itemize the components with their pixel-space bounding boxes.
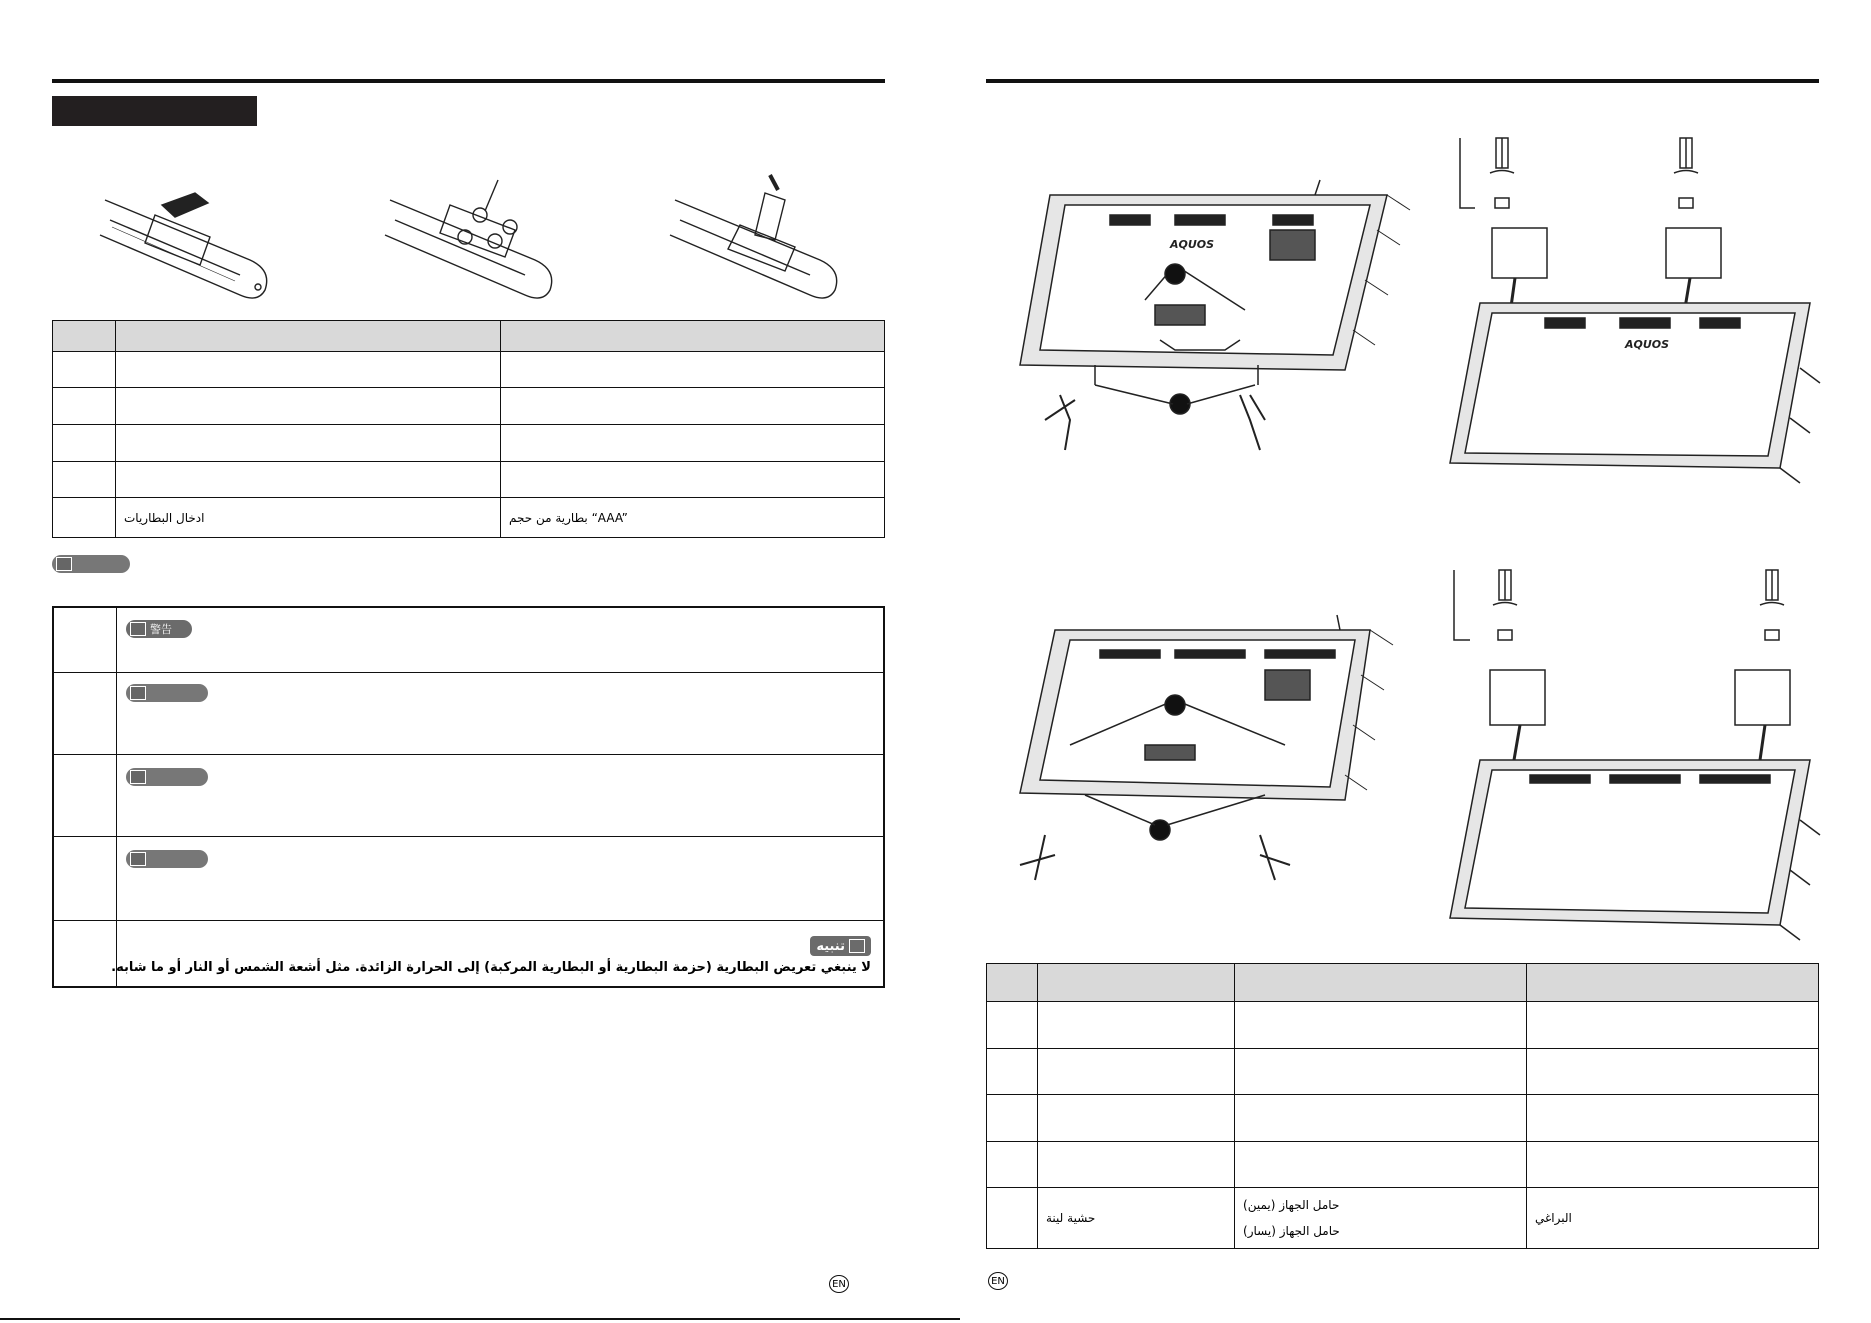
cell-col2 bbox=[1235, 1142, 1527, 1188]
remote-illustration-1 bbox=[100, 175, 280, 305]
right-top-rule bbox=[986, 79, 1819, 83]
tv-logo: AQUOS bbox=[1170, 238, 1215, 251]
row-number bbox=[53, 462, 116, 498]
notes-table bbox=[52, 606, 885, 988]
hand-icon bbox=[130, 770, 146, 784]
table-row bbox=[53, 462, 885, 498]
cell-stands bbox=[1235, 1188, 1527, 1249]
header-cell bbox=[501, 321, 885, 352]
hand-icon bbox=[56, 557, 72, 571]
row-number bbox=[987, 1095, 1038, 1142]
hand-icon bbox=[130, 686, 146, 700]
svg-text:AQUOS: AQUOS bbox=[1625, 338, 1670, 351]
cell-insert-batteries: ادخال البطاريات bbox=[116, 498, 501, 538]
cell-col1 bbox=[1038, 1142, 1235, 1188]
cell-col1 bbox=[1038, 1002, 1235, 1049]
cell-col1 bbox=[116, 388, 501, 425]
caution-heading bbox=[810, 936, 871, 956]
stand-attach-diagram-2 bbox=[1450, 570, 1820, 945]
cell-col3 bbox=[1527, 1142, 1819, 1188]
cell-col2 bbox=[1235, 1049, 1527, 1095]
battery-table bbox=[52, 320, 885, 538]
cell-col3 bbox=[1527, 1002, 1819, 1049]
table-row bbox=[987, 1049, 1819, 1095]
cell-col3 bbox=[1527, 1049, 1819, 1095]
row-number bbox=[987, 1188, 1038, 1249]
row-number bbox=[53, 388, 116, 425]
cell-col3 bbox=[1527, 1095, 1819, 1142]
note-badge bbox=[52, 555, 130, 573]
parts-table bbox=[986, 963, 1819, 1249]
notes-column-divider bbox=[116, 608, 117, 986]
cell-col1 bbox=[116, 462, 501, 498]
cell-col1 bbox=[116, 425, 501, 462]
stand-attach-diagram-1 bbox=[1450, 138, 1820, 508]
warning-badge-label: 警告 bbox=[150, 623, 172, 636]
table-row bbox=[987, 1095, 1819, 1142]
cell-col2 bbox=[1235, 1002, 1527, 1049]
stand-right-label: (يمين) حامل الجهاز bbox=[1243, 1198, 1340, 1212]
page-language-mark: EN bbox=[988, 1272, 1008, 1290]
hand-icon bbox=[849, 939, 865, 953]
stand-left-label: (يسار) حامل الجهاز bbox=[1243, 1224, 1340, 1238]
row-number bbox=[53, 352, 116, 388]
table-row bbox=[53, 498, 885, 538]
cell-col2 bbox=[501, 352, 885, 388]
cell-battery-size: بطارية من حجم “AAA” bbox=[501, 498, 885, 538]
notes-row-divider bbox=[54, 672, 883, 673]
tv-back-diagram-2 bbox=[1015, 615, 1395, 900]
header-cell bbox=[1235, 964, 1527, 1002]
tv-back-diagram-1 bbox=[1015, 180, 1395, 470]
cell-soft-pad: حشية لينة bbox=[1038, 1188, 1235, 1249]
caution-text: لا ينبغي تعريض البطارية (حزمة البطارية أو البطارية المركبة) إلى الحرارة الزائدة. مثل أشعة الشمس أو النار أو ما شابه. bbox=[111, 960, 871, 975]
note-badge bbox=[126, 768, 208, 786]
cell-col1 bbox=[116, 352, 501, 388]
section-title-bar bbox=[52, 96, 257, 126]
bottom-rule bbox=[0, 1318, 960, 1320]
table-row bbox=[53, 425, 885, 462]
header-cell bbox=[116, 321, 501, 352]
cell-col2 bbox=[501, 425, 885, 462]
cell-screws: البراغي bbox=[1527, 1188, 1819, 1249]
hand-icon bbox=[130, 852, 146, 866]
cell-col2 bbox=[501, 388, 885, 425]
cell-col2 bbox=[501, 462, 885, 498]
table-row bbox=[987, 1188, 1819, 1249]
table-header-row bbox=[987, 964, 1819, 1002]
table-header-row bbox=[53, 321, 885, 352]
caution-title: تنبيه bbox=[816, 938, 845, 954]
notes-row-divider bbox=[54, 920, 883, 921]
note-badge bbox=[126, 684, 208, 702]
cell-col1 bbox=[1038, 1095, 1235, 1142]
row-number bbox=[987, 1142, 1038, 1188]
table-row bbox=[987, 1142, 1819, 1188]
row-number bbox=[987, 1002, 1038, 1049]
table-row bbox=[53, 352, 885, 388]
header-cell bbox=[53, 321, 116, 352]
row-number bbox=[53, 498, 116, 538]
remote-illustration-2 bbox=[385, 175, 565, 305]
notes-row-divider bbox=[54, 836, 883, 837]
table-row bbox=[987, 1002, 1819, 1049]
page-language-mark: EN bbox=[829, 1275, 849, 1293]
cell-col2 bbox=[1235, 1095, 1527, 1142]
cell-col1 bbox=[1038, 1049, 1235, 1095]
notes-row-divider bbox=[54, 754, 883, 755]
row-number bbox=[987, 1049, 1038, 1095]
header-cell bbox=[1038, 964, 1235, 1002]
header-cell bbox=[1527, 964, 1819, 1002]
header-cell bbox=[987, 964, 1038, 1002]
warning-badge bbox=[126, 620, 192, 638]
table-row bbox=[53, 388, 885, 425]
note-badge bbox=[126, 850, 208, 868]
left-top-rule bbox=[52, 79, 885, 83]
hand-icon bbox=[130, 622, 146, 636]
remote-illustration-3 bbox=[670, 175, 850, 305]
row-number bbox=[53, 425, 116, 462]
